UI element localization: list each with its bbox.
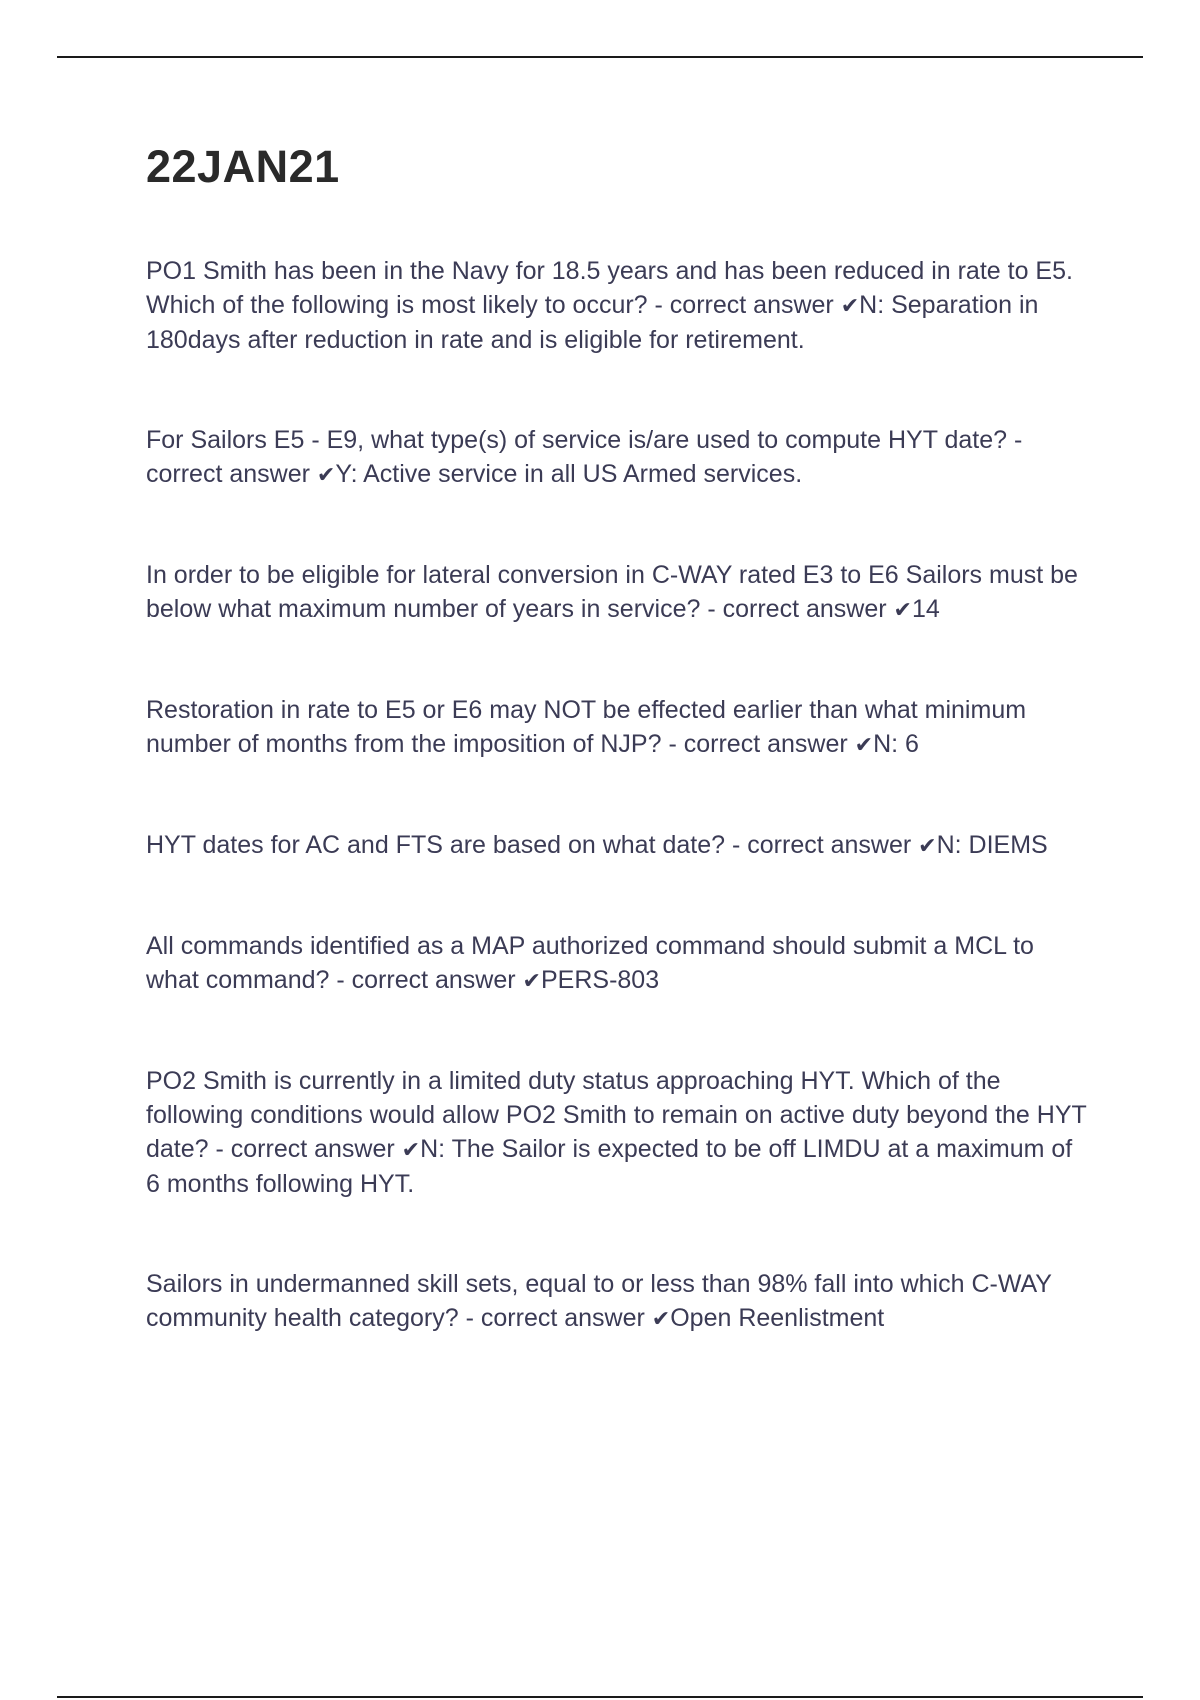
qa-item	[146, 558, 1091, 627]
document-body	[146, 140, 1091, 1336]
question-text: All commands identified as a MAP authorized command should submit a MCL to what command?	[146, 932, 1034, 994]
qa-item	[146, 693, 1091, 762]
answer-text: N: DIEMS	[936, 831, 1048, 859]
qa-item	[146, 423, 1091, 492]
answer-text: Y: Active service in all US Armed services.	[335, 460, 803, 488]
qa-item	[146, 1064, 1091, 1201]
document-title: 22JAN21	[146, 141, 340, 192]
answer-text: Open Reenlistment	[670, 1304, 885, 1332]
question-text: HYT dates for AC and FTS are based on what date?	[146, 831, 726, 859]
qa-item	[146, 254, 1091, 357]
answer-prefix: - correct answer	[700, 595, 894, 623]
answer-prefix: - correct answer	[329, 966, 523, 994]
question-text: Restoration in rate to E5 or E6 may NOT be effected earlier than what minimum number of months from the imposition of NJP?	[146, 696, 1027, 758]
question-text: PO1 Smith has been in the Navy for 18.5 years and has been reduced in rate to E5. Which of the following is most likely to occur?	[146, 257, 1073, 319]
check-mark-icon: ✔	[854, 732, 874, 757]
answer-prefix: - correct answer	[725, 831, 919, 859]
check-mark-icon: ✔	[651, 1306, 671, 1331]
check-mark-icon: ✔	[918, 833, 937, 858]
answer-prefix: - correct answer	[146, 426, 1023, 488]
check-mark-icon: ✔	[401, 1137, 421, 1162]
answer-prefix: - correct answer	[661, 730, 855, 758]
answer-text: N: 6	[873, 730, 919, 758]
top-divider	[57, 56, 1143, 58]
qa-item	[146, 929, 1091, 998]
answer-prefix: - correct answer	[208, 1135, 402, 1163]
question-text: For Sailors E5 - E9, what type(s) of service is/are used to compute HYT date?	[146, 426, 1008, 454]
answer-prefix: - correct answer	[647, 291, 841, 319]
check-mark-icon: ✔	[893, 597, 912, 622]
answer-text: N: Separation in 180days after reduction in rate and is eligible for retirement.	[146, 291, 1039, 354]
answer-text: N: The Sailor is expected to be off LIMDU at a maximum of 6 months following HYT.	[146, 1135, 1073, 1198]
check-mark-icon: ✔	[522, 968, 541, 993]
question-text: PO2 Smith is currently in a limited duty status approaching HYT. Which of the following conditions would allow PO2 Smith to remain on active duty beyond the HYT date?	[146, 1067, 1087, 1163]
answer-prefix: - correct answer	[458, 1304, 652, 1332]
question-text: In order to be eligible for lateral conversion in C-WAY rated E3 to E6 Sailors must be below what maximum number of years in service?	[146, 561, 1078, 623]
answer-text: PERS-803	[540, 966, 660, 994]
bottom-divider	[57, 1696, 1143, 1698]
answer-text: 14	[911, 595, 940, 623]
question-text: Sailors in undermanned skill sets, equal to or less than 98% fall into which C-WAY community health category?	[146, 1270, 1052, 1332]
check-mark-icon: ✔	[840, 293, 860, 318]
check-mark-icon: ✔	[316, 462, 336, 487]
qa-item	[146, 1267, 1091, 1336]
qa-item	[146, 828, 1091, 863]
